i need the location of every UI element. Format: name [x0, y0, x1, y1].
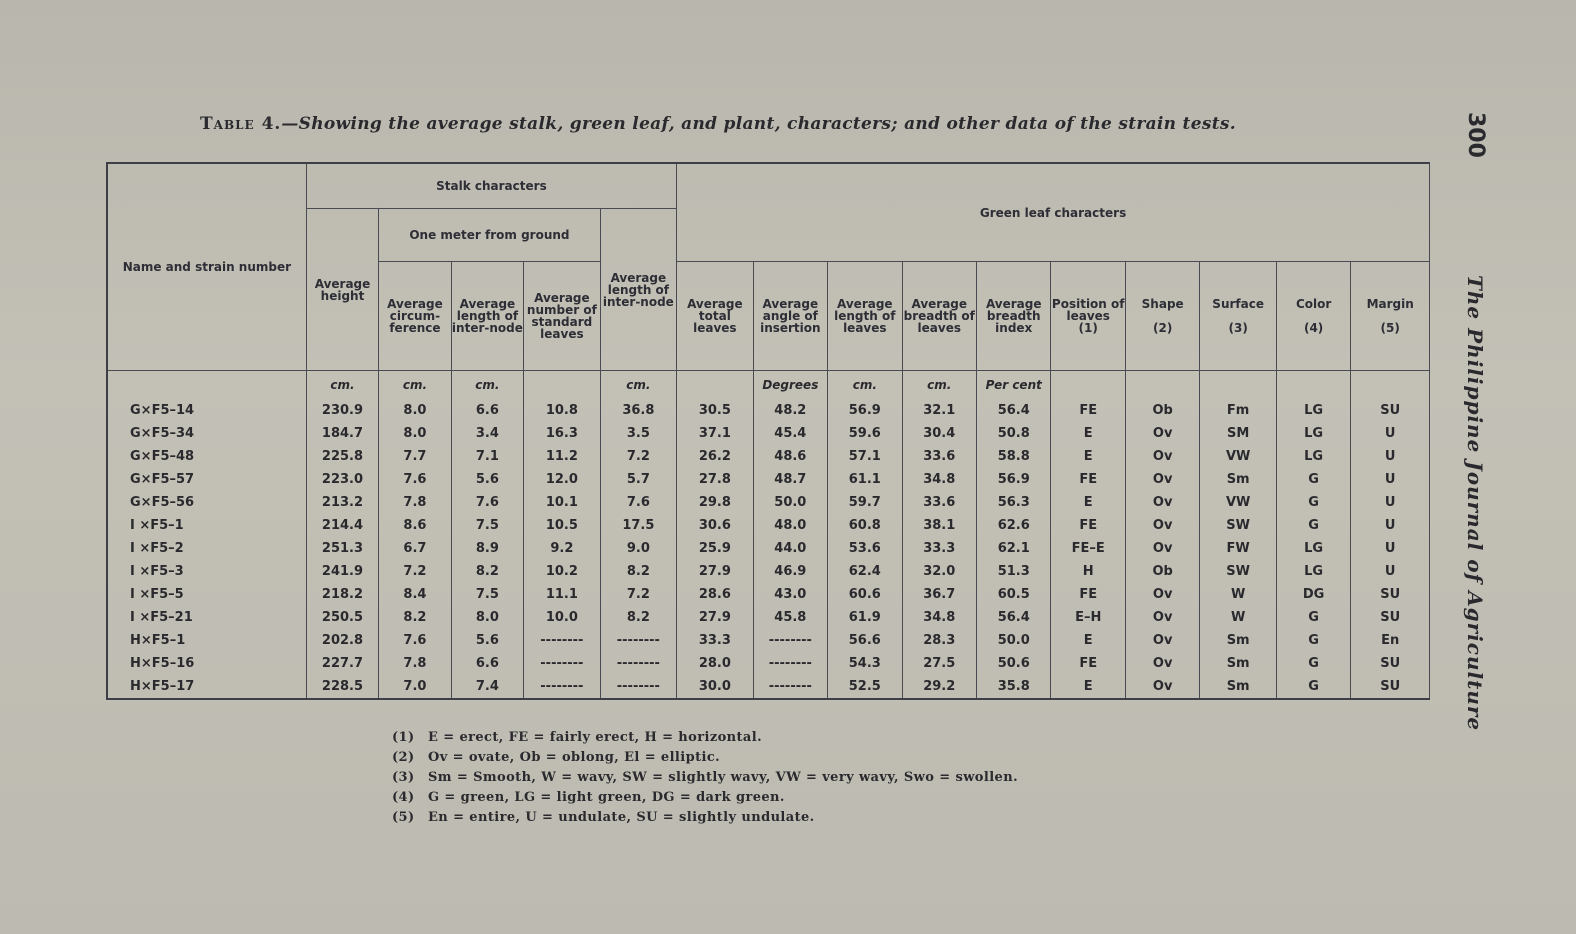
cell-shape: Ob — [1125, 399, 1199, 422]
cell-index: 62.1 — [977, 537, 1051, 560]
cell-len2: 9.0 — [600, 537, 677, 560]
unit-circumference: cm. — [379, 371, 451, 400]
cell-len: 7.4 — [451, 675, 523, 699]
table-caption-text: —Showing the average stalk, green leaf, and plant, characters; and other data of the strain tests. — [281, 114, 1236, 134]
table-row — [107, 606, 1430, 629]
cell-pos: FE–E — [1051, 537, 1125, 560]
cell-shape: Ov — [1125, 606, 1199, 629]
cell-len2: -------- — [600, 629, 677, 652]
cell-len2: -------- — [600, 675, 677, 699]
cell-surface: Sm — [1200, 629, 1276, 652]
cell-shape: Ov — [1125, 491, 1199, 514]
cell-color: G — [1276, 514, 1350, 537]
cell-index: 60.5 — [977, 583, 1051, 606]
col-height-header: Average height — [306, 209, 378, 371]
cell-margin: SU — [1351, 399, 1430, 422]
cell-total: 29.8 — [677, 491, 753, 514]
col-surface-header — [1200, 262, 1276, 371]
cell-std: 9.2 — [524, 537, 600, 560]
footnote-text: E = erect, FE = fairly erect, H = horizontal. — [428, 730, 763, 745]
cell-leaflen: 60.6 — [828, 583, 902, 606]
cell-index: 56.3 — [977, 491, 1051, 514]
footnote-number: (1) — [392, 730, 415, 745]
cell-margin: U — [1351, 445, 1430, 468]
unit-index: Per cent — [977, 371, 1051, 400]
cell-breadth: 29.2 — [902, 675, 976, 699]
cell-shape: Ob — [1125, 560, 1199, 583]
cell-circ: 7.8 — [379, 652, 451, 675]
cell-name: I ×F5–1 — [107, 514, 306, 537]
cell-len2: 8.2 — [600, 560, 677, 583]
table-row — [107, 537, 1430, 560]
col-position-header — [1051, 262, 1125, 371]
cell-index: 50.8 — [977, 422, 1051, 445]
cell-height: 241.9 — [306, 560, 378, 583]
cell-index: 56.4 — [977, 606, 1051, 629]
position-label: Position of leaves — [1051, 297, 1125, 323]
cell-pos: E — [1051, 629, 1125, 652]
cell-name: I ×F5–2 — [107, 537, 306, 560]
cell-breadth: 33.6 — [902, 445, 976, 468]
col-circ-header: Average circum-ference — [379, 262, 451, 371]
cell-len2: 7.6 — [600, 491, 677, 514]
footnote — [392, 788, 1018, 808]
footnote — [392, 728, 1018, 748]
cell-total: 27.9 — [677, 606, 753, 629]
cell-surface: SW — [1200, 560, 1276, 583]
cell-breadth: 38.1 — [902, 514, 976, 537]
journal-title: The Philippine Journal of Agriculture — [1463, 274, 1487, 732]
cell-margin: SU — [1351, 583, 1430, 606]
cell-leaflen: 57.1 — [828, 445, 902, 468]
cell-len: 7.1 — [451, 445, 523, 468]
cell-shape: Ov — [1125, 652, 1199, 675]
surface-label: Surface — [1212, 297, 1264, 311]
cell-height: 250.5 — [306, 606, 378, 629]
cell-shape: Ov — [1125, 468, 1199, 491]
cell-angle: 48.7 — [753, 468, 827, 491]
cell-breadth: 36.7 — [902, 583, 976, 606]
cell-index: 62.6 — [977, 514, 1051, 537]
stalk-group-header: Stalk characters — [306, 163, 676, 209]
cell-std: 11.1 — [524, 583, 600, 606]
cell-angle: 48.0 — [753, 514, 827, 537]
footnote — [392, 768, 1018, 788]
col-internode-header: Average length of inter-node — [451, 262, 523, 371]
cell-pos: E — [1051, 445, 1125, 468]
cell-len2: 8.2 — [600, 606, 677, 629]
cell-len2: 7.2 — [600, 445, 677, 468]
cell-std: 10.5 — [524, 514, 600, 537]
table-row — [107, 629, 1430, 652]
cell-index: 50.6 — [977, 652, 1051, 675]
cell-len: 3.4 — [451, 422, 523, 445]
cell-pos: H — [1051, 560, 1125, 583]
cell-breadth: 27.5 — [902, 652, 976, 675]
col-name-header: Name and strain number — [107, 163, 306, 371]
table-row — [107, 422, 1430, 445]
cell-margin: En — [1351, 629, 1430, 652]
cell-index: 58.8 — [977, 445, 1051, 468]
cell-margin: U — [1351, 514, 1430, 537]
cell-len2: -------- — [600, 652, 677, 675]
data-table — [106, 162, 1430, 700]
page-margin — [1462, 112, 1488, 752]
cell-std: 10.2 — [524, 560, 600, 583]
cell-pos: FE — [1051, 652, 1125, 675]
cell-len: 7.5 — [451, 583, 523, 606]
cell-name: I ×F5–3 — [107, 560, 306, 583]
col-leaf-breadth-header: Average breadth of leaves — [902, 262, 976, 371]
cell-total: 25.9 — [677, 537, 753, 560]
cell-color: G — [1276, 468, 1350, 491]
unit-length: cm. — [828, 371, 902, 400]
cell-angle: 48.2 — [753, 399, 827, 422]
cell-index: 56.4 — [977, 399, 1051, 422]
cell-std: 16.3 — [524, 422, 600, 445]
cell-name: G×F5–14 — [107, 399, 306, 422]
table-row — [107, 675, 1430, 699]
col-leaf-length-header: Average length of leaves — [828, 262, 902, 371]
cell-surface: W — [1200, 583, 1276, 606]
cell-name: I ×F5–21 — [107, 606, 306, 629]
cell-len2: 7.2 — [600, 583, 677, 606]
cell-breadth: 32.1 — [902, 399, 976, 422]
cell-shape: Ov — [1125, 445, 1199, 468]
cell-name: G×F5–56 — [107, 491, 306, 514]
cell-surface: Sm — [1200, 652, 1276, 675]
cell-shape: Ov — [1125, 629, 1199, 652]
table-row — [107, 445, 1430, 468]
footnotes — [392, 728, 1018, 828]
cell-margin: SU — [1351, 675, 1430, 699]
cell-leaflen: 59.6 — [828, 422, 902, 445]
cell-angle: -------- — [753, 652, 827, 675]
cell-surface: VW — [1200, 491, 1276, 514]
cell-name: I ×F5–5 — [107, 583, 306, 606]
cell-color: LG — [1276, 422, 1350, 445]
table-row — [107, 560, 1430, 583]
cell-height: 230.9 — [306, 399, 378, 422]
cell-surface: SM — [1200, 422, 1276, 445]
cell-margin: U — [1351, 560, 1430, 583]
cell-height: 184.7 — [306, 422, 378, 445]
table-caption — [200, 114, 1340, 134]
cell-len: 5.6 — [451, 468, 523, 491]
cell-angle: 48.6 — [753, 445, 827, 468]
col-angle-header: Average angle of insertion — [753, 262, 827, 371]
cell-leaflen: 56.9 — [828, 399, 902, 422]
cell-total: 37.1 — [677, 422, 753, 445]
unit-breadth: cm. — [902, 371, 976, 400]
footnote-text: Ov = ovate, Ob = oblong, El = elliptic. — [428, 750, 721, 765]
unit-angle: Degrees — [753, 371, 827, 400]
cell-color: G — [1276, 629, 1350, 652]
cell-surface: FW — [1200, 537, 1276, 560]
cell-len: 6.6 — [451, 399, 523, 422]
cell-pos: E — [1051, 675, 1125, 699]
cell-breadth: 33.6 — [902, 491, 976, 514]
table-row — [107, 514, 1430, 537]
cell-angle: 45.4 — [753, 422, 827, 445]
footnote-text: En = entire, U = undulate, SU = slightly undulate. — [428, 810, 815, 825]
cell-circ: 8.0 — [379, 422, 451, 445]
position-note: (1) — [1078, 321, 1098, 335]
cell-len2: 5.7 — [600, 468, 677, 491]
cell-total: 28.0 — [677, 652, 753, 675]
cell-index: 50.0 — [977, 629, 1051, 652]
cell-pos: FE — [1051, 399, 1125, 422]
cell-pos: E–H — [1051, 606, 1125, 629]
cell-circ: 8.4 — [379, 583, 451, 606]
cell-angle: -------- — [753, 629, 827, 652]
cell-surface: VW — [1200, 445, 1276, 468]
cell-total: 27.9 — [677, 560, 753, 583]
col-breadth-index-header: Average breadth index — [977, 262, 1051, 371]
cell-height: 214.4 — [306, 514, 378, 537]
cell-height: 202.8 — [306, 629, 378, 652]
cell-color: DG — [1276, 583, 1350, 606]
cell-leaflen: 61.1 — [828, 468, 902, 491]
table-row — [107, 583, 1430, 606]
cell-shape: Ov — [1125, 514, 1199, 537]
shape-note: (2) — [1153, 321, 1173, 335]
cell-name: H×F5–17 — [107, 675, 306, 699]
table-label: Table 4. — [200, 114, 282, 134]
cell-margin: SU — [1351, 606, 1430, 629]
cell-shape: Ov — [1125, 422, 1199, 445]
cell-margin: U — [1351, 422, 1430, 445]
cell-name: G×F5–34 — [107, 422, 306, 445]
cell-color: LG — [1276, 537, 1350, 560]
cell-margin: U — [1351, 537, 1430, 560]
footnote-text: Sm = Smooth, W = wavy, SW = slightly wavy, VW = very wavy, Swo = swollen. — [428, 770, 1018, 785]
cell-height: 227.7 — [306, 652, 378, 675]
cell-name: H×F5–1 — [107, 629, 306, 652]
green-leaf-group-header: Green leaf characters — [677, 163, 1430, 262]
cell-index: 51.3 — [977, 560, 1051, 583]
cell-leaflen: 54.3 — [828, 652, 902, 675]
unit-height: cm. — [306, 371, 378, 400]
cell-circ: 7.7 — [379, 445, 451, 468]
cell-pos: E — [1051, 491, 1125, 514]
footnote-text: G = green, LG = light green, DG = dark green. — [428, 790, 785, 805]
cell-len: 8.2 — [451, 560, 523, 583]
margin-label: Margin — [1366, 297, 1414, 311]
footnote-number: (5) — [392, 810, 415, 825]
table-row — [107, 468, 1430, 491]
cell-len: 7.6 — [451, 491, 523, 514]
footnote — [392, 748, 1018, 768]
cell-circ: 8.0 — [379, 399, 451, 422]
cell-shape: Ov — [1125, 583, 1199, 606]
unit-internode2: cm. — [600, 371, 677, 400]
cell-circ: 8.6 — [379, 514, 451, 537]
cell-breadth: 34.8 — [902, 468, 976, 491]
col-shape-header — [1125, 262, 1199, 371]
cell-surface: Fm — [1200, 399, 1276, 422]
cell-len2: 36.8 — [600, 399, 677, 422]
footnote-number: (3) — [392, 770, 415, 785]
cell-pos: FE — [1051, 468, 1125, 491]
cell-angle: 45.8 — [753, 606, 827, 629]
cell-total: 28.6 — [677, 583, 753, 606]
cell-len: 7.5 — [451, 514, 523, 537]
cell-circ: 7.2 — [379, 560, 451, 583]
cell-circ: 7.6 — [379, 468, 451, 491]
cell-index: 35.8 — [977, 675, 1051, 699]
one-meter-header: One meter from ground — [379, 209, 600, 262]
cell-pos: E — [1051, 422, 1125, 445]
margin-note: (5) — [1380, 321, 1400, 335]
cell-len: 8.0 — [451, 606, 523, 629]
cell-leaflen: 56.6 — [828, 629, 902, 652]
cell-breadth: 34.8 — [902, 606, 976, 629]
cell-circ: 7.0 — [379, 675, 451, 699]
cell-std: -------- — [524, 675, 600, 699]
cell-std: 12.0 — [524, 468, 600, 491]
cell-color: LG — [1276, 399, 1350, 422]
cell-total: 30.6 — [677, 514, 753, 537]
cell-shape: Ov — [1125, 675, 1199, 699]
cell-std: 11.2 — [524, 445, 600, 468]
cell-len: 8.9 — [451, 537, 523, 560]
cell-height: 218.2 — [306, 583, 378, 606]
cell-color: G — [1276, 606, 1350, 629]
cell-height: 213.2 — [306, 491, 378, 514]
color-label: Color — [1295, 297, 1332, 311]
cell-angle: 43.0 — [753, 583, 827, 606]
cell-leaflen: 59.7 — [828, 491, 902, 514]
cell-index: 56.9 — [977, 468, 1051, 491]
col-margin-header — [1351, 262, 1430, 371]
cell-len2: 3.5 — [600, 422, 677, 445]
cell-circ: 7.6 — [379, 629, 451, 652]
cell-shape: Ov — [1125, 537, 1199, 560]
cell-total: 26.2 — [677, 445, 753, 468]
cell-breadth: 33.3 — [902, 537, 976, 560]
cell-surface: SW — [1200, 514, 1276, 537]
cell-std: 10.1 — [524, 491, 600, 514]
cell-color: G — [1276, 675, 1350, 699]
cell-leaflen: 61.9 — [828, 606, 902, 629]
cell-surface: Sm — [1200, 468, 1276, 491]
cell-leaflen: 62.4 — [828, 560, 902, 583]
cell-name: G×F5–48 — [107, 445, 306, 468]
cell-angle: -------- — [753, 675, 827, 699]
cell-color: LG — [1276, 445, 1350, 468]
cell-angle: 44.0 — [753, 537, 827, 560]
cell-breadth: 30.4 — [902, 422, 976, 445]
col-standard-leaves-header: Average number of standard leaves — [524, 262, 600, 371]
cell-color: LG — [1276, 560, 1350, 583]
cell-std: 10.0 — [524, 606, 600, 629]
cell-breadth: 28.3 — [902, 629, 976, 652]
cell-color: G — [1276, 491, 1350, 514]
footnote-number: (2) — [392, 750, 415, 765]
cell-color: G — [1276, 652, 1350, 675]
cell-pos: FE — [1051, 514, 1125, 537]
cell-circ: 6.7 — [379, 537, 451, 560]
shape-label: Shape — [1141, 297, 1184, 311]
cell-height: 223.0 — [306, 468, 378, 491]
cell-circ: 7.8 — [379, 491, 451, 514]
page-number: 300 — [1463, 112, 1488, 158]
cell-total: 30.5 — [677, 399, 753, 422]
col-internode2-header: Average length of inter-node — [600, 209, 677, 371]
table-row — [107, 652, 1430, 675]
cell-total: 30.0 — [677, 675, 753, 699]
cell-surface: W — [1200, 606, 1276, 629]
cell-leaflen: 53.6 — [828, 537, 902, 560]
cell-angle: 50.0 — [753, 491, 827, 514]
cell-std: -------- — [524, 652, 600, 675]
cell-len: 6.6 — [451, 652, 523, 675]
cell-circ: 8.2 — [379, 606, 451, 629]
cell-std: 10.8 — [524, 399, 600, 422]
units-row — [107, 371, 1430, 400]
cell-len: 5.6 — [451, 629, 523, 652]
color-note: (4) — [1303, 321, 1324, 335]
cell-height: 251.3 — [306, 537, 378, 560]
cell-leaflen: 60.8 — [828, 514, 902, 537]
surface-note: (3) — [1228, 321, 1248, 335]
cell-angle: 46.9 — [753, 560, 827, 583]
cell-height: 225.8 — [306, 445, 378, 468]
footnote-number: (4) — [392, 790, 415, 805]
cell-leaflen: 52.5 — [828, 675, 902, 699]
cell-name: G×F5–57 — [107, 468, 306, 491]
table-row — [107, 491, 1430, 514]
cell-pos: FE — [1051, 583, 1125, 606]
cell-margin: SU — [1351, 652, 1430, 675]
table-row — [107, 399, 1430, 422]
cell-height: 228.5 — [306, 675, 378, 699]
cell-name: H×F5–16 — [107, 652, 306, 675]
cell-margin: U — [1351, 468, 1430, 491]
footnote — [392, 808, 1018, 828]
cell-len2: 17.5 — [600, 514, 677, 537]
cell-total: 33.3 — [677, 629, 753, 652]
col-total-leaves-header: Average total leaves — [677, 262, 753, 371]
cell-margin: U — [1351, 491, 1430, 514]
cell-surface: Sm — [1200, 675, 1276, 699]
col-color-header — [1276, 262, 1350, 371]
cell-std: -------- — [524, 629, 600, 652]
cell-total: 27.8 — [677, 468, 753, 491]
unit-internode: cm. — [451, 371, 523, 400]
cell-breadth: 32.0 — [902, 560, 976, 583]
